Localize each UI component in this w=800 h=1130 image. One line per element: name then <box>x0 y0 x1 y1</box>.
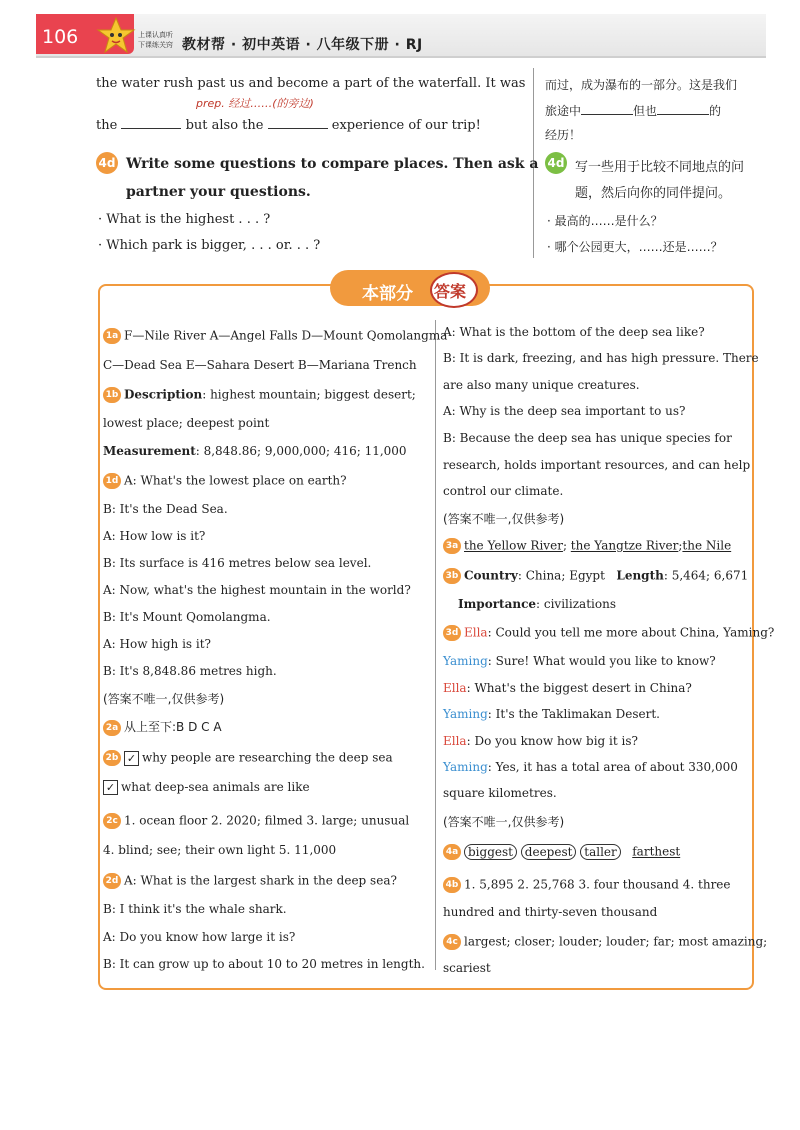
banner-answer: 答案 <box>434 282 467 301</box>
check-icon: ✓ <box>103 780 118 795</box>
dialog-line: B: I think it's the whale shark. <box>103 902 287 916</box>
dialog-line: B: It's Mount Qomolangma. <box>103 610 271 624</box>
dialog-line: B: It can grow up to about 10 to 20 metres in length. <box>103 957 425 971</box>
translation-line-2: 旅途中 但也 的 <box>545 104 722 118</box>
dialog-line: B: It's the Dead Sea. <box>103 502 228 516</box>
task-4d-cn-2: 题，然后向你的同伴提问。 <box>575 186 732 201</box>
dialog-line: Yaming: Yes, it has a total area of about 330,000 <box>443 760 738 774</box>
bullet-2: · Which park is bigger, . . . or. . . ? <box>98 238 321 253</box>
dialog-line: A: How high is it? <box>103 637 211 651</box>
answer-divider <box>435 320 436 970</box>
star-mascot-icon <box>96 16 136 56</box>
bullet-1: · What is the highest . . . ? <box>98 212 271 227</box>
answer-4a: 4a biggest deepest taller farthest <box>443 844 680 860</box>
answer-2c-cont: 4. blind; see; their own light 5. 11,000 <box>103 843 337 857</box>
answer-1a-cont: C—Dead Sea E—Sahara Desert B—Mariana Trench <box>103 358 417 372</box>
answer-1b: 1b Description: highest mountain; biggest desert; <box>103 387 416 403</box>
answer-4b: 4b 1. 5,895 2. 25,768 3. four thousand 4. three <box>443 877 731 893</box>
answer-3d: 3d Ella: Could you tell me more about China, Yaming? <box>443 625 774 641</box>
reference-note: (答案不唯一,仅供参考) <box>103 692 225 706</box>
answer-3b: 3b Country: China; Egypt Length: 5,464; 6,671 <box>443 568 748 584</box>
tagline-2: 下课练关窍 <box>138 41 173 49</box>
translation-line-3: 经历！ <box>545 128 582 142</box>
dialog-line: A: How low is it? <box>103 529 206 543</box>
dialog-line: Ella: What's the biggest desert in China? <box>443 681 692 695</box>
answer-2a: 2a 从上至下:B D C A <box>103 718 222 736</box>
answer-4c: 4c largest; closer; louder; louder; far; most amazing; <box>443 934 767 950</box>
translation-line-1: 而过，成为瀑布的一部分。这是我们 <box>545 78 738 92</box>
passage-line-1: the water rush past us and become a part of the waterfall. It was <box>96 76 526 91</box>
task-4d-line-2: partner your questions. <box>126 184 311 200</box>
dialog-line: A: Do you know how large it is? <box>103 930 296 944</box>
dialog-line: A: Now, what's the highest mountain in the world? <box>103 583 411 597</box>
reference-note: (答案不唯一,仅供参考) <box>443 815 565 829</box>
dialog-line: research, holds important resources, and can help <box>443 458 751 472</box>
dialog-line: are also many unique creatures. <box>443 378 640 392</box>
answer-2d: 2d A: What is the largest shark in the deep sea? <box>103 873 397 889</box>
dialog-line: B: It's 8,848.86 metres high. <box>103 664 277 678</box>
answer-1d: 1d A: What's the lowest place on earth? <box>103 473 347 489</box>
dialog-line: Ella: Do you know how big it is? <box>443 734 638 748</box>
answer-1b-cont: lowest place; deepest point <box>103 416 270 430</box>
dialog-line: A: Why is the deep sea important to us? <box>443 404 686 418</box>
reference-note: (答案不唯一,仅供参考) <box>443 512 565 526</box>
page-number: 106 <box>42 26 79 48</box>
answer-3b-cont: Importance: civilizations <box>458 597 616 611</box>
badge-4d-cn: 4d <box>545 152 567 174</box>
tagline-1: 上课认真听 <box>138 31 173 39</box>
answer-2c: 2c 1. ocean floor 2. 2020; filmed 3. large; unusual <box>103 813 409 829</box>
annotation-note: prep. 经过……(的旁边) <box>196 97 314 110</box>
answer-4c-cont: scariest <box>443 961 491 975</box>
cn-bullet-2: · 哪个公园更大，……还是……？ <box>547 240 723 254</box>
task-4d-line-1: Write some questions to compare places. Then ask a <box>126 156 539 172</box>
answer-3a: 3a the Yellow River; the Yangtze River;the Nile <box>443 538 731 554</box>
dialog-line: B: Its surface is 416 metres below sea level. <box>103 556 372 570</box>
dialog-line: A: What is the bottom of the deep sea like? <box>443 325 705 339</box>
answer-2b: 2b ✓ why people are researching the deep sea <box>103 750 393 766</box>
answer-2b-cont: ✓ what deep-sea animals are like <box>103 780 310 795</box>
check-icon: ✓ <box>124 751 139 766</box>
dialog-line: control our climate. <box>443 484 564 498</box>
answer-1b-measurement: Measurement: 8,848.86; 9,000,000; 416; 11,000 <box>103 444 407 458</box>
dialog-line: square kilometres. <box>443 786 557 800</box>
badge-4d: 4d <box>96 152 118 174</box>
dialog-line: Yaming: Sure! What would you like to know? <box>443 654 716 668</box>
banner-text: 本部分 <box>362 284 413 304</box>
cn-bullet-1: · 最高的……是什么？ <box>547 214 663 228</box>
task-4d-cn-1: 写一些用于比较不同地点的问 <box>575 160 745 175</box>
dialog-line: B: Because the deep sea has unique species for <box>443 431 732 445</box>
dialog-line: Yaming: It's the Taklimakan Desert. <box>443 707 660 721</box>
answer-1a: 1a F—Nile River A—Angel Falls D—Mount Qomolangma <box>103 328 447 344</box>
dialog-line: B: It is dark, freezing, and has high pressure. There <box>443 351 759 365</box>
series-title: 教材帮 · 初中英语 · 八年级下册 · RJ <box>182 37 423 53</box>
answer-4b-cont: hundred and thirty-seven thousand <box>443 905 658 919</box>
passage-line-2: the but also the experience of our trip! <box>96 118 481 133</box>
